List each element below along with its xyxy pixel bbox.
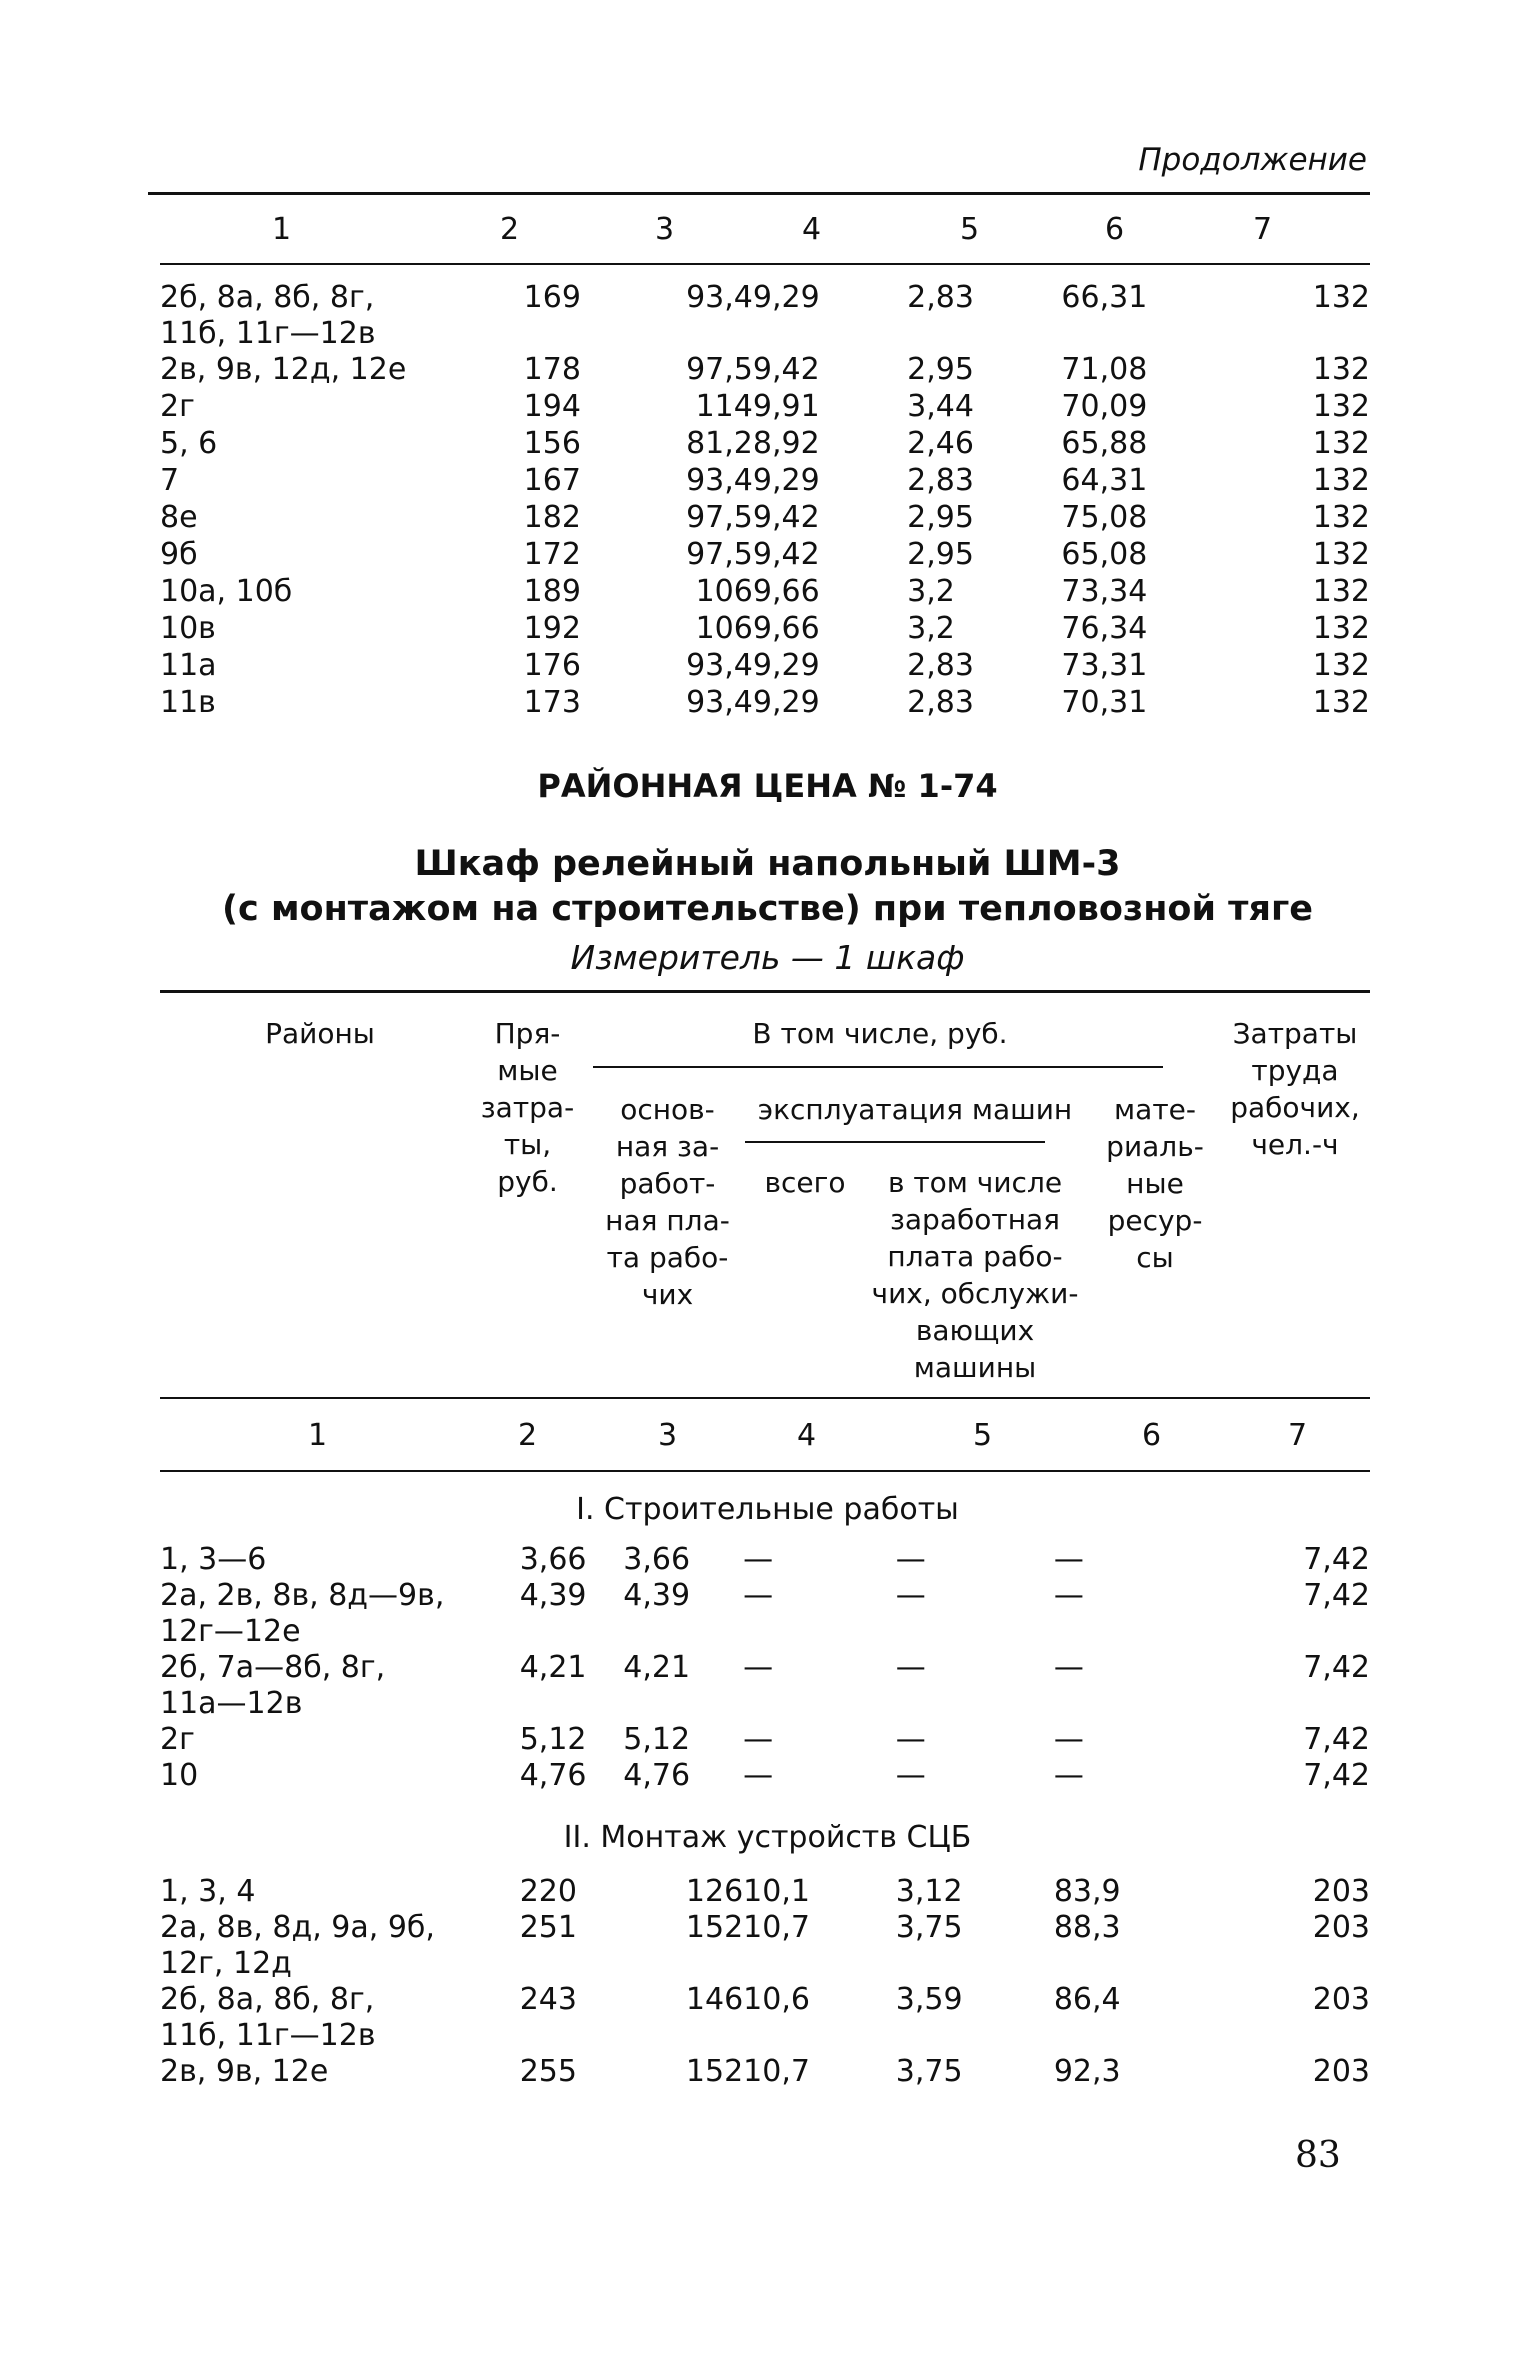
value-cell: 93,4 <box>686 463 753 498</box>
value-cell: 3,2 <box>907 574 955 609</box>
table1 <box>160 280 1370 722</box>
region-cell: 10в <box>160 611 216 646</box>
value-cell: 70,31 <box>1061 685 1148 720</box>
value-cell: 152 <box>685 2054 744 2089</box>
region-cell: 8е <box>160 500 198 535</box>
continuation-label: Продолжение <box>1138 142 1367 178</box>
col-num: 3 <box>655 212 675 247</box>
value-cell: 7,42 <box>1303 1758 1370 1793</box>
value-cell: 4,21 <box>623 1650 691 1685</box>
value-cell: 3,66 <box>623 1542 691 1577</box>
value-cell: 10,6 <box>743 1982 810 2017</box>
value-cell: 73,34 <box>1061 574 1148 609</box>
value-cell: — <box>895 1650 926 1685</box>
table-row <box>160 685 1370 722</box>
header-labor: Затраты труда рабочих, чел.-ч <box>1230 1017 1360 1161</box>
table-row <box>160 611 1370 648</box>
value-cell: 132 <box>1312 280 1370 315</box>
region-cell: 10 <box>160 1758 199 1793</box>
value-cell: 173 <box>523 685 581 720</box>
value-cell: 3,75 <box>895 1910 963 1945</box>
value-cell: — <box>895 1722 926 1757</box>
value-cell: 97,5 <box>686 500 753 535</box>
value-cell: 172 <box>523 537 581 572</box>
value-cell: 76,34 <box>1061 611 1148 646</box>
table-row <box>160 426 1370 463</box>
table-row <box>160 1578 1370 1650</box>
value-cell: 106 <box>695 574 753 609</box>
table-row <box>160 574 1370 611</box>
value-cell: 2,83 <box>907 648 974 683</box>
value-cell: — <box>743 1650 774 1685</box>
col-num: 6 <box>1142 1418 1162 1453</box>
section-construction: I. Строительные работы <box>576 1492 959 1527</box>
value-cell: 132 <box>1312 463 1370 498</box>
col-num: 3 <box>658 1418 678 1453</box>
value-cell: 97,5 <box>686 537 753 572</box>
table-row <box>160 280 1370 352</box>
value-cell: 126 <box>685 1874 744 1909</box>
value-cell: 9,66 <box>752 574 820 609</box>
col-num: 5 <box>960 212 980 247</box>
value-cell: 203 <box>1312 1874 1370 1909</box>
value-cell: 4,76 <box>519 1758 587 1793</box>
value-cell: — <box>1053 1758 1084 1793</box>
value-cell: 3,44 <box>907 389 974 424</box>
page-number: 83 <box>1295 2135 1341 2176</box>
region-cell: 10а, 10б <box>160 574 293 609</box>
table-row <box>160 1650 1370 1722</box>
value-cell: 93,4 <box>686 648 753 683</box>
value-cell: 65,08 <box>1061 537 1148 572</box>
table-row <box>160 1542 1370 1578</box>
col-num: 2 <box>518 1418 538 1453</box>
value-cell: 2,83 <box>907 463 974 498</box>
region-cell: 2а, 8в, 8д, 9а, 9б, 12г, 12д <box>160 1910 435 1981</box>
region-cell: 2б, 8а, 8б, 8г, 11б, 11г—12в <box>160 280 376 351</box>
value-cell: — <box>743 1758 774 1793</box>
region-cell: 11в <box>160 685 216 720</box>
value-cell: 3,75 <box>895 2054 963 2089</box>
value-cell: 70,09 <box>1061 389 1148 424</box>
value-cell: 64,31 <box>1061 463 1148 498</box>
value-cell: 2,83 <box>907 685 974 720</box>
value-cell: — <box>743 1542 774 1577</box>
col-num: 2 <box>500 212 520 247</box>
region-cell: 2в, 9в, 12д, 12е <box>160 352 407 387</box>
header-wages: основ- ная за- работ- ная пла- та рабо- чих <box>605 1093 730 1311</box>
value-cell: 203 <box>1312 1982 1370 2017</box>
value-cell: 2,95 <box>907 500 974 535</box>
value-cell: 92,3 <box>1053 2054 1121 2089</box>
header-machine-wages: в том числе заработная плата рабо- чих, обслужи- вающих машины <box>871 1166 1079 1384</box>
header-machines: эксплуатация машин <box>757 1093 1073 1126</box>
numbers-bottom-rule <box>160 1470 1370 1472</box>
col-num: 6 <box>1105 212 1125 247</box>
value-cell: 4,39 <box>519 1578 587 1613</box>
value-cell: 4,21 <box>519 1650 587 1685</box>
value-cell: 9,42 <box>752 500 820 535</box>
value-cell: — <box>895 1758 926 1793</box>
header-direct-costs: Пря- мые затра- ты, руб. <box>480 1017 575 1198</box>
value-cell: 167 <box>523 463 581 498</box>
region-cell: 9б <box>160 537 198 572</box>
value-cell: 86,4 <box>1053 1982 1121 2017</box>
table-row <box>160 389 1370 426</box>
value-cell: 5,12 <box>623 1722 691 1757</box>
value-cell: 251 <box>519 1910 577 1945</box>
table-row <box>160 1874 1370 1910</box>
price-title: РАЙОННАЯ ЦЕНА № 1-74 <box>537 767 998 805</box>
region-cell: 11а <box>160 648 217 683</box>
value-cell: 10,7 <box>743 2054 810 2089</box>
value-cell: — <box>895 1578 926 1613</box>
value-cell: 114 <box>695 389 753 424</box>
value-cell: 73,31 <box>1061 648 1148 683</box>
value-cell: 176 <box>523 648 581 683</box>
col-num: 1 <box>308 1418 328 1453</box>
value-cell: 156 <box>523 426 581 461</box>
region-cell: 2а, 2в, 8в, 8д—9в, 12г—12е <box>160 1578 445 1649</box>
value-cell: 9,29 <box>752 648 820 683</box>
value-cell: 203 <box>1312 1910 1370 1945</box>
value-cell: 9,29 <box>752 280 820 315</box>
value-cell: 3,2 <box>907 611 955 646</box>
value-cell: — <box>743 1722 774 1757</box>
value-cell: 132 <box>1312 352 1370 387</box>
table-row <box>160 648 1370 685</box>
value-cell: — <box>1053 1722 1084 1757</box>
value-cell: — <box>1053 1578 1084 1613</box>
table-row <box>160 463 1370 500</box>
table-row <box>160 537 1370 574</box>
value-cell: 97,5 <box>686 352 753 387</box>
value-cell: 7,42 <box>1303 1542 1370 1577</box>
header-including: В том числе, руб. <box>752 1017 1008 1050</box>
table-row <box>160 1722 1370 1758</box>
value-cell: 88,3 <box>1053 1910 1121 1945</box>
value-cell: 7,42 <box>1303 1578 1370 1613</box>
value-cell: 10,1 <box>743 1874 810 1909</box>
table3 <box>160 1874 1370 2090</box>
region-cell: 2б, 8а, 8б, 8г, 11б, 11г—12в <box>160 1982 376 2053</box>
value-cell: 71,08 <box>1061 352 1148 387</box>
value-cell: 66,31 <box>1061 280 1148 315</box>
value-cell: 4,39 <box>623 1578 691 1613</box>
table-row <box>160 1910 1370 1982</box>
value-cell: 132 <box>1312 685 1370 720</box>
meter-label: Измеритель — 1 шкаф <box>570 938 965 977</box>
value-cell: 81,2 <box>686 426 753 461</box>
col-num: 7 <box>1288 1418 1308 1453</box>
value-cell: 146 <box>685 1982 744 2017</box>
value-cell: 132 <box>1312 389 1370 424</box>
value-cell: 2,95 <box>907 537 974 572</box>
value-cell: 8,92 <box>752 426 820 461</box>
table-row <box>160 2054 1370 2090</box>
value-cell: — <box>1053 1650 1084 1685</box>
region-cell: 2в, 9в, 12е <box>160 2054 329 2089</box>
value-cell: 9,42 <box>752 352 820 387</box>
value-cell: 3,59 <box>895 1982 963 2017</box>
value-cell: 10,7 <box>743 1910 810 1945</box>
value-cell: 169 <box>523 280 581 315</box>
header-rule-machines <box>745 1141 1045 1143</box>
col-num: 1 <box>272 212 292 247</box>
region-cell: 7 <box>160 463 180 498</box>
value-cell: 93,4 <box>686 685 753 720</box>
region-cell: 2г <box>160 389 195 424</box>
value-cell: 255 <box>519 2054 577 2089</box>
item-title-1: Шкаф релейный напольный ШМ-3 <box>414 844 1121 884</box>
col-num: 4 <box>797 1418 817 1453</box>
value-cell: 7,42 <box>1303 1650 1370 1685</box>
value-cell: 132 <box>1312 648 1370 683</box>
value-cell: 192 <box>523 611 581 646</box>
value-cell: 9,42 <box>752 537 820 572</box>
value-cell: 132 <box>1312 500 1370 535</box>
value-cell: 194 <box>523 389 581 424</box>
value-cell: — <box>743 1578 774 1613</box>
value-cell: 2,83 <box>907 280 974 315</box>
value-cell: — <box>895 1542 926 1577</box>
value-cell: 93,4 <box>686 280 753 315</box>
col-num: 5 <box>973 1418 993 1453</box>
value-cell: 65,88 <box>1061 426 1148 461</box>
value-cell: 182 <box>523 500 581 535</box>
value-cell: 3,66 <box>519 1542 587 1577</box>
header-rule-incl <box>593 1066 1163 1068</box>
value-cell: 189 <box>523 574 581 609</box>
value-cell: 2,95 <box>907 352 974 387</box>
value-cell: 9,29 <box>752 685 820 720</box>
item-title-2: (с монтажом на строительстве) при тепловозной тяге <box>222 889 1313 929</box>
col-num: 7 <box>1253 212 1273 247</box>
value-cell: 132 <box>1312 574 1370 609</box>
region-cell: 1, 3—6 <box>160 1542 267 1577</box>
value-cell: — <box>1053 1542 1084 1577</box>
value-cell: 220 <box>519 1874 577 1909</box>
section-installation: II. Монтаж устройств СЦБ <box>563 1820 972 1855</box>
header-rule <box>160 263 1370 265</box>
value-cell: 2,46 <box>907 426 974 461</box>
value-cell: 132 <box>1312 537 1370 572</box>
region-cell: 1, 3, 4 <box>160 1874 256 1909</box>
region-cell: 2б, 7а—8б, 8г, 11а—12в <box>160 1650 386 1721</box>
value-cell: 152 <box>685 1910 744 1945</box>
header-bottom-rule <box>160 1397 1370 1399</box>
value-cell: 5,12 <box>519 1722 587 1757</box>
table-row <box>160 352 1370 389</box>
value-cell: 178 <box>523 352 581 387</box>
region-cell: 2г <box>160 1722 195 1757</box>
value-cell: 9,29 <box>752 463 820 498</box>
value-cell: 203 <box>1312 2054 1370 2089</box>
value-cell: 4,76 <box>623 1758 691 1793</box>
value-cell: 7,42 <box>1303 1722 1370 1757</box>
header-total: всего <box>764 1166 846 1199</box>
region-cell: 5, 6 <box>160 426 218 461</box>
value-cell: 9,66 <box>752 611 820 646</box>
value-cell: 243 <box>519 1982 577 2017</box>
value-cell: 106 <box>695 611 753 646</box>
table2-top-rule <box>160 990 1370 993</box>
table2 <box>160 1542 1370 1794</box>
value-cell: 132 <box>1312 611 1370 646</box>
table-row <box>160 1758 1370 1794</box>
header-regions: Районы <box>265 1017 375 1050</box>
value-cell: 83,9 <box>1053 1874 1121 1909</box>
value-cell: 9,91 <box>752 389 820 424</box>
table-row <box>160 500 1370 537</box>
value-cell: 75,08 <box>1061 500 1148 535</box>
header-materials: мате- риаль- ные ресур- сы <box>1106 1093 1204 1274</box>
top-rule <box>148 192 1370 195</box>
col-num: 4 <box>802 212 822 247</box>
value-cell: 3,12 <box>895 1874 963 1909</box>
value-cell: 132 <box>1312 426 1370 461</box>
table-row <box>160 1982 1370 2054</box>
